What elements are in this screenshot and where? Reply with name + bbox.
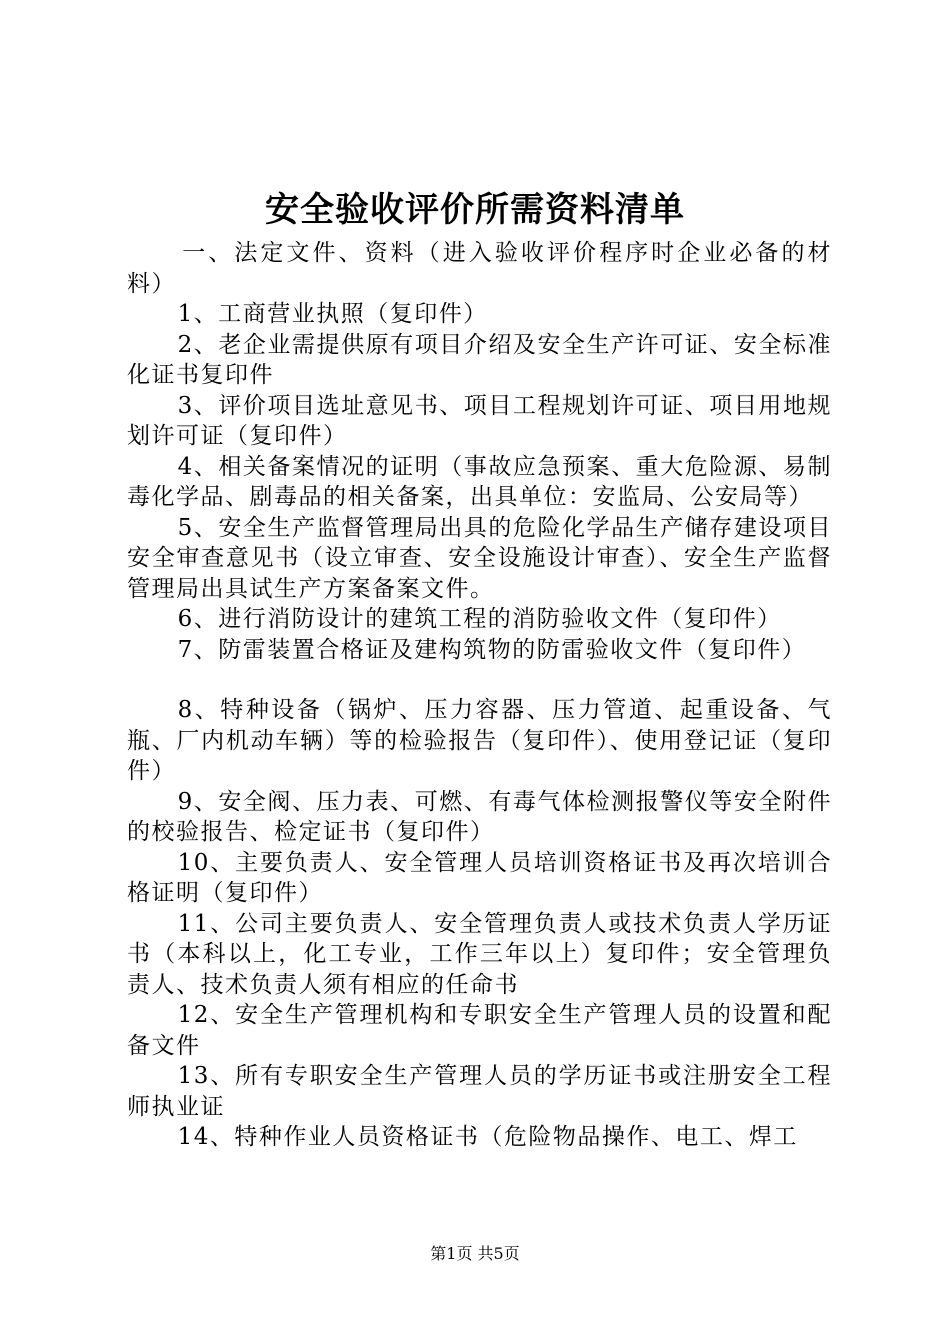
page-footer: 第1页 共5页 xyxy=(430,1244,520,1263)
list-item: 6、进行消防设计的建筑工程的消防验收文件（复印件） xyxy=(177,606,782,632)
list-item: 12、安全生产管理机构和专职安全生产管理人员的设置和配备文件 xyxy=(127,1002,832,1059)
list-item: 5、安全生产监督管理局出具的危险化学品生产储存建设项目安全审查意见书（设立审查、安全设施设计审查）、安全生产监督管理局出具试生产方案备案文件。 xyxy=(127,514,832,602)
list-item: 13、所有专职安全生产管理人员的学历证书或注册安全工程师执业证 xyxy=(127,1063,832,1120)
list-item: 4、相关备案情况的证明（事故应急预案、重大危险源、易制毒化学品、剧毒品的相关备案，出具单位：安监局、公安局等） xyxy=(127,453,832,510)
list-item: 3、评价项目选址意见书、项目工程规划许可证、项目用地规划许可证（复印件） xyxy=(127,392,832,449)
list-item: 14、特种作业人员资格证书（危险物品操作、电工、焊工 xyxy=(177,1124,798,1150)
list-item: 2、老企业需提供原有项目介绍及安全生产许可证、安全标准化证书复印件 xyxy=(127,331,832,388)
list-item: 1、工商营业执照（复印件） xyxy=(177,301,488,327)
list-item: 7、防雷装置合格证及建构筑物的防雷验收文件（复印件） xyxy=(177,636,807,663)
list-item: 10、主要负责人、安全管理人员培训资格证书及再次培训合格证明（复印件） xyxy=(127,849,832,906)
blank-line xyxy=(127,665,832,695)
section-heading: 一、法定文件、资料（进入验收评价程序时企业必备的材料） xyxy=(127,240,832,297)
document-body xyxy=(127,238,832,1153)
list-item: 11、公司主要负责人、安全管理负责人或技术负责人学历证书（本科以上，化工专业，工作三年以上）复印件；安全管理负责人、技术负责人须有相应的任命书 xyxy=(127,910,832,998)
list-item: 9、安全阀、压力表、可燃、有毒气体检测报警仪等安全附件的校验报告、检定证书（复印件） xyxy=(127,788,832,845)
list-item: 8、特种设备（锅炉、压力容器、压力管道、起重设备、气瓶、厂内机动车辆）等的检验报告（复印件）、使用登记证（复印件） xyxy=(127,697,832,784)
document-title: 安全验收评价所需资料清单 xyxy=(265,190,685,230)
